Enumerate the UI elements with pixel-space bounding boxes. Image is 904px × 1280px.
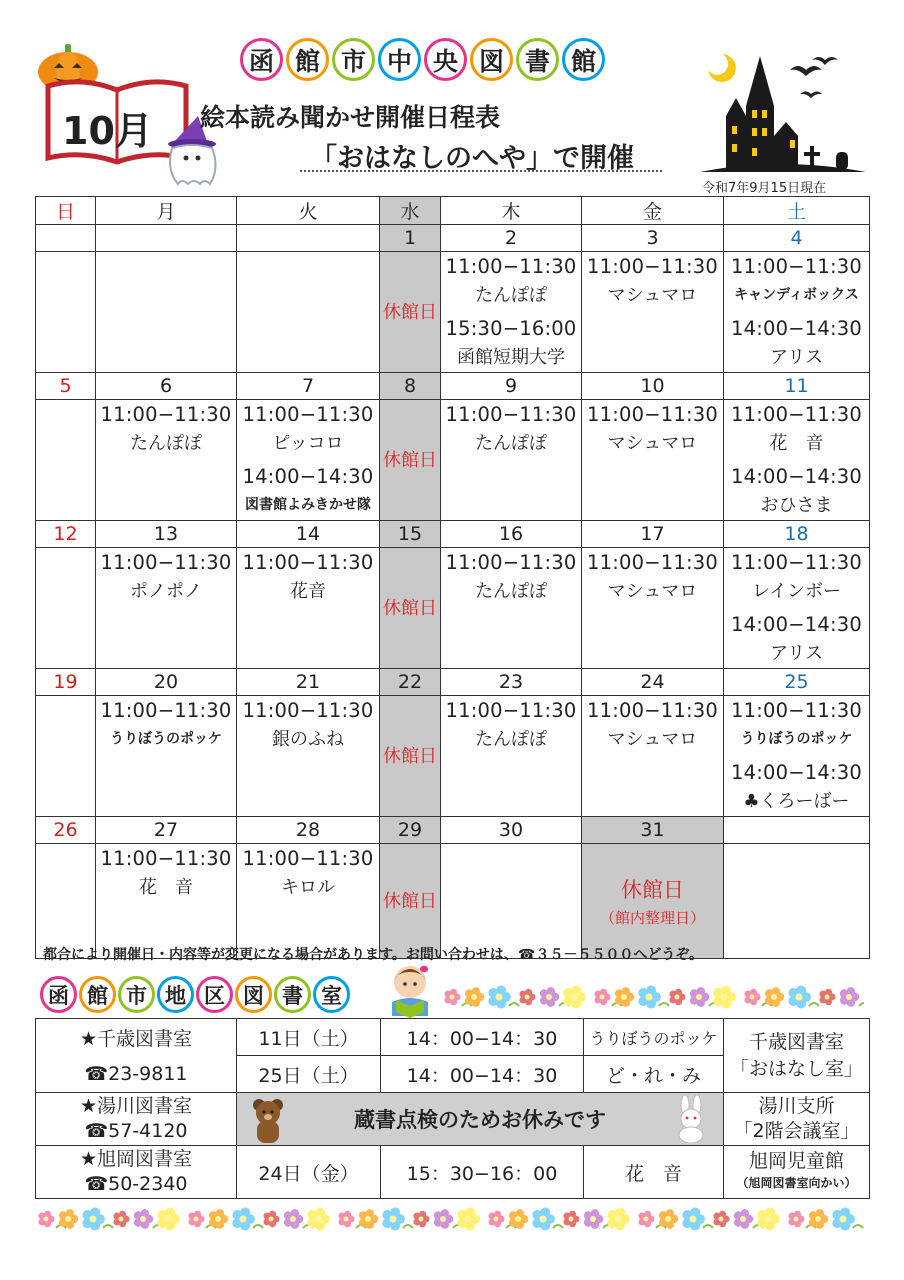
event-cell bbox=[380, 844, 441, 959]
flower-icon bbox=[382, 1207, 413, 1230]
table-row bbox=[36, 1093, 870, 1146]
event-time: 11:00−11:30 bbox=[587, 403, 718, 426]
event-cell bbox=[582, 400, 724, 521]
event-cell bbox=[36, 400, 96, 521]
event-cell bbox=[96, 696, 237, 817]
branch-title-char-4: 区 bbox=[196, 976, 233, 1013]
date-cell bbox=[724, 817, 870, 844]
events-row bbox=[36, 400, 870, 521]
event-cell bbox=[380, 400, 441, 521]
flower-icon bbox=[638, 985, 669, 1008]
flower-icon bbox=[669, 989, 685, 1006]
event-time: 11:00−11:30 bbox=[587, 551, 718, 574]
branch-title-char-1: 館 bbox=[79, 976, 116, 1013]
title-char-1: 館 bbox=[286, 38, 329, 81]
event-cell bbox=[237, 696, 380, 817]
event-cell bbox=[582, 696, 724, 817]
event-cell bbox=[36, 548, 96, 669]
date-cell: 23 bbox=[441, 669, 582, 696]
title-char-2: 市 bbox=[332, 38, 375, 81]
flower-icon bbox=[532, 1207, 563, 1230]
event-time: 11:00−11:30 bbox=[100, 403, 232, 426]
date-cell: 24 bbox=[582, 669, 724, 696]
event-cell bbox=[724, 252, 870, 373]
events-row bbox=[36, 844, 870, 959]
event-time: 11:00−11:30 bbox=[445, 403, 577, 426]
chitose-time-2: 14：00−14：30 bbox=[381, 1056, 584, 1093]
title-char-3: 中 bbox=[378, 38, 421, 81]
weekday-header bbox=[36, 197, 870, 225]
flower-icon bbox=[82, 1207, 113, 1230]
event-cell bbox=[96, 400, 237, 521]
event-group: うりぼうのポッケ bbox=[110, 731, 222, 747]
chitose-venue bbox=[724, 1019, 870, 1093]
date-cell: 11 bbox=[724, 373, 870, 400]
event-cell bbox=[237, 548, 380, 669]
event-group: キャンディボックス bbox=[734, 287, 859, 303]
flower-icon bbox=[563, 985, 585, 1008]
event-group: キロル bbox=[281, 877, 335, 898]
event-time: 11:00−11:30 bbox=[242, 699, 374, 722]
event-cell bbox=[441, 252, 582, 373]
yunokawa-name: ★湯川図書室 bbox=[79, 1095, 193, 1117]
event-time: 11:00−11:30 bbox=[445, 255, 577, 278]
date-cell: 6 bbox=[96, 373, 237, 400]
event-cell bbox=[36, 696, 96, 817]
flower-icon bbox=[359, 1209, 378, 1229]
event-group: 花 音 bbox=[769, 433, 824, 454]
event-group: マシュマロ bbox=[607, 285, 698, 306]
as-of-date: 令和7年9月15日現在 bbox=[702, 181, 827, 196]
event-group: 函館短期大学 bbox=[457, 347, 565, 368]
title-char-0: 函 bbox=[240, 38, 283, 81]
date-row bbox=[36, 817, 870, 844]
date-cell: 17 bbox=[582, 521, 724, 548]
date-row bbox=[36, 669, 870, 696]
date-cell: 12 bbox=[36, 521, 96, 548]
event-cell bbox=[582, 252, 724, 373]
date-cell: 13 bbox=[96, 521, 237, 548]
event-group: 図書館よみきかせ隊 bbox=[245, 497, 371, 513]
event-cell bbox=[724, 696, 870, 817]
event-group: おひさま bbox=[760, 495, 833, 516]
flower-border-top bbox=[444, 982, 864, 1012]
branch-title-char-5: 図 bbox=[235, 976, 272, 1013]
flower-icon bbox=[413, 1211, 429, 1228]
flower-icon bbox=[615, 987, 634, 1007]
title-char-6: 書 bbox=[516, 38, 559, 81]
flower-icon bbox=[113, 1211, 129, 1228]
event-time: 11:00−11:30 bbox=[731, 699, 862, 722]
flower-icon bbox=[765, 987, 784, 1007]
branch-schedule-table bbox=[35, 1018, 870, 1199]
flower-icon bbox=[607, 1207, 629, 1230]
date-cell: 28 bbox=[237, 817, 380, 844]
yunokawa-venue bbox=[724, 1093, 870, 1146]
event-time: 11:00−11:30 bbox=[242, 847, 374, 870]
event-time: 11:00−11:30 bbox=[100, 847, 232, 870]
flower-icon bbox=[307, 1207, 329, 1230]
event-cell bbox=[724, 548, 870, 669]
date-row bbox=[36, 225, 870, 252]
event-time: 14:00−14:30 bbox=[731, 613, 862, 636]
date-row bbox=[36, 373, 870, 400]
flower-icon bbox=[809, 1209, 828, 1229]
dotted-underline bbox=[300, 170, 662, 172]
event-group: たんぽぽ bbox=[475, 729, 547, 750]
chitose-time-1: 14：00−14：30 bbox=[381, 1019, 584, 1056]
reading-girl-icon bbox=[384, 962, 436, 1018]
date-cell: 4 bbox=[724, 225, 870, 252]
event-group: たんぽぽ bbox=[475, 285, 547, 306]
event-cell bbox=[380, 696, 441, 817]
title-char-7: 館 bbox=[562, 38, 605, 81]
event-cell bbox=[237, 252, 380, 373]
flower-icon bbox=[457, 1207, 479, 1230]
event-cell bbox=[36, 252, 96, 373]
flower-icon bbox=[563, 1211, 579, 1228]
title-char-5: 図 bbox=[470, 38, 513, 81]
date-cell: 16 bbox=[441, 521, 582, 548]
closed-label: 休館日 bbox=[383, 597, 437, 619]
event-time: 11:00−11:30 bbox=[731, 403, 862, 426]
special-closed-label: 休館日 bbox=[621, 878, 684, 902]
event-group: アリス bbox=[770, 347, 823, 368]
event-cell bbox=[582, 844, 724, 959]
event-group: ♣くろーばー bbox=[743, 791, 850, 812]
date-cell: 27 bbox=[96, 817, 237, 844]
branch-title-char-7: 室 bbox=[313, 976, 350, 1013]
date-cell: 26 bbox=[36, 817, 96, 844]
event-time: 11:00−11:30 bbox=[445, 699, 577, 722]
date-cell: 3 bbox=[582, 225, 724, 252]
flower-icon bbox=[682, 1207, 713, 1230]
asahioka-date: 24日（金） bbox=[237, 1146, 381, 1199]
flower-icon bbox=[263, 1211, 279, 1228]
date-cell: 22 bbox=[380, 669, 441, 696]
event-time: 14:00−14:30 bbox=[242, 465, 374, 488]
event-group: 花音 bbox=[290, 581, 326, 602]
month-label: 10月 bbox=[62, 109, 153, 153]
flower-icon bbox=[713, 985, 735, 1008]
event-cell bbox=[441, 696, 582, 817]
haunted-house-icon bbox=[690, 48, 870, 176]
event-time: 11:00−11:30 bbox=[100, 699, 232, 722]
date-cell: 21 bbox=[237, 669, 380, 696]
notice-text: 都合により開催日・内容等が変更になる場合があります。お問い合わせは、☎３５－５５００へどうぞ。 bbox=[43, 947, 704, 963]
flower-icon bbox=[840, 987, 864, 1007]
date-cell: 14 bbox=[237, 521, 380, 548]
event-group: うりぼうのポッケ bbox=[740, 731, 853, 747]
event-time: 11:00−11:30 bbox=[587, 255, 718, 278]
weekday-1: 月 bbox=[96, 197, 237, 225]
event-time: 14:00−14:30 bbox=[731, 465, 862, 488]
flower-icon bbox=[788, 985, 819, 1008]
date-cell: 2 bbox=[441, 225, 582, 252]
chitose-venue-name: 千歳図書室 bbox=[748, 1030, 844, 1053]
event-group: マシュマロ bbox=[607, 433, 698, 454]
events-row bbox=[36, 548, 870, 669]
event-cell bbox=[724, 844, 870, 959]
weekday-2: 火 bbox=[237, 197, 380, 225]
branch-title bbox=[40, 976, 350, 1013]
branch-title-char-2: 市 bbox=[118, 976, 155, 1013]
flower-icon bbox=[488, 985, 519, 1008]
event-cell bbox=[380, 252, 441, 373]
chitose-date-1: 11日（土） bbox=[237, 1019, 381, 1056]
yunokawa-info bbox=[36, 1093, 237, 1146]
yunokawa-closed bbox=[237, 1093, 724, 1146]
yunokawa-tel: ☎57-4120 bbox=[84, 1120, 188, 1142]
asahioka-venue bbox=[724, 1146, 870, 1199]
flower-icon bbox=[209, 1209, 228, 1229]
flower-icon bbox=[832, 1207, 863, 1230]
date-cell: 7 bbox=[237, 373, 380, 400]
asahioka-info bbox=[36, 1146, 237, 1199]
date-cell bbox=[96, 225, 237, 252]
date-cell: 1 bbox=[380, 225, 441, 252]
weekday-3: 水 bbox=[380, 197, 441, 225]
chitose-group-2: ど・れ・み bbox=[584, 1056, 724, 1093]
flower-icon bbox=[659, 1209, 678, 1229]
event-time: 11:00−11:30 bbox=[587, 699, 718, 722]
date-cell: 31 bbox=[582, 817, 724, 844]
flower-icon bbox=[465, 987, 484, 1007]
date-cell: 20 bbox=[96, 669, 237, 696]
date-cell: 5 bbox=[36, 373, 96, 400]
asahioka-venue-name: 旭岡児童館 bbox=[748, 1150, 844, 1172]
date-cell bbox=[36, 225, 96, 252]
closed-label: 休館日 bbox=[383, 890, 437, 912]
event-cell bbox=[237, 844, 380, 959]
schedule-title: 絵本読み聞かせ開催日程表 bbox=[200, 103, 501, 132]
asahioka-time: 15：30−16：00 bbox=[381, 1146, 584, 1199]
weekday-0: 日 bbox=[36, 197, 96, 225]
event-cell bbox=[441, 844, 582, 959]
date-cell: 29 bbox=[380, 817, 441, 844]
yunokawa-message: 蔵書点検のためお休みです bbox=[354, 1108, 606, 1132]
chitose-group-1: うりぼうのポッケ bbox=[584, 1019, 724, 1056]
event-cell bbox=[380, 548, 441, 669]
event-time: 11:00−11:30 bbox=[731, 551, 862, 574]
event-cell bbox=[36, 844, 96, 959]
date-cell: 25 bbox=[724, 669, 870, 696]
event-cell bbox=[96, 252, 237, 373]
flower-border-bottom bbox=[38, 1204, 864, 1234]
asahioka-venue-note: （旭岡図書室向かい） bbox=[736, 1176, 857, 1190]
event-group: マシュマロ bbox=[607, 729, 698, 750]
event-time: 14:00−14:30 bbox=[731, 761, 862, 784]
event-time: 11:00−11:30 bbox=[242, 551, 374, 574]
weekday-5: 金 bbox=[582, 197, 724, 225]
event-group: 銀のふね bbox=[272, 729, 344, 750]
event-cell bbox=[96, 548, 237, 669]
event-time: 11:00−11:30 bbox=[242, 403, 374, 426]
table-row bbox=[36, 1146, 870, 1199]
asahioka-tel: ☎50-2340 bbox=[84, 1173, 188, 1195]
date-cell: 8 bbox=[380, 373, 441, 400]
weekday-4: 木 bbox=[441, 197, 582, 225]
closed-label: 休館日 bbox=[383, 449, 437, 471]
event-group: 花 音 bbox=[139, 877, 193, 898]
date-cell: 9 bbox=[441, 373, 582, 400]
events-row bbox=[36, 696, 870, 817]
chitose-date-2: 25日（土） bbox=[237, 1056, 381, 1093]
event-group: ポノポノ bbox=[130, 581, 202, 602]
event-cell bbox=[582, 548, 724, 669]
event-group: ピッコロ bbox=[272, 433, 344, 454]
rabbit-icon bbox=[673, 1095, 709, 1143]
event-time: 11:00−11:30 bbox=[100, 551, 232, 574]
event-cell bbox=[441, 400, 582, 521]
date-cell: 19 bbox=[36, 669, 96, 696]
date-cell: 10 bbox=[582, 373, 724, 400]
event-group: たんぽぽ bbox=[130, 433, 202, 454]
event-time: 14:00−14:30 bbox=[731, 317, 862, 340]
event-group: マシュマロ bbox=[607, 581, 698, 602]
flower-icon bbox=[59, 1209, 78, 1229]
table-row bbox=[36, 1019, 870, 1056]
date-cell bbox=[237, 225, 380, 252]
asahioka-name: ★旭岡図書室 bbox=[79, 1148, 193, 1170]
event-group: たんぽぽ bbox=[475, 433, 547, 454]
bear-icon bbox=[251, 1097, 285, 1143]
branch-title-char-0: 函 bbox=[40, 976, 77, 1013]
event-group: たんぽぽ bbox=[475, 581, 547, 602]
weekday-6: 土 bbox=[724, 197, 870, 225]
library-title bbox=[240, 38, 605, 81]
flower-icon bbox=[509, 1209, 528, 1229]
closed-label: 休館日 bbox=[383, 745, 437, 767]
chitose-name: ★千歳図書室 bbox=[36, 1019, 237, 1056]
date-cell: 30 bbox=[441, 817, 582, 844]
branch-title-char-6: 書 bbox=[274, 976, 311, 1013]
flower-icon bbox=[819, 989, 835, 1006]
event-time: 15:30−16:00 bbox=[445, 317, 577, 340]
flower-icon bbox=[713, 1211, 729, 1228]
venue-subtitle: 「おはなしのへや」で開催 bbox=[310, 143, 634, 174]
event-cell bbox=[96, 844, 237, 959]
date-cell: 15 bbox=[380, 521, 441, 548]
event-time: 11:00−11:30 bbox=[731, 255, 862, 278]
flower-icon bbox=[232, 1207, 263, 1230]
flower-icon bbox=[519, 989, 535, 1006]
date-cell: 18 bbox=[724, 521, 870, 548]
event-cell bbox=[237, 400, 380, 521]
closed-label: 休館日 bbox=[383, 301, 437, 323]
flower-icon bbox=[157, 1207, 179, 1230]
event-cell bbox=[724, 400, 870, 521]
event-group: アリス bbox=[770, 643, 823, 664]
asahioka-group: 花 音 bbox=[584, 1146, 724, 1199]
event-calendar bbox=[35, 196, 870, 959]
event-group: レインボー bbox=[751, 581, 842, 602]
title-char-4: 央 bbox=[424, 38, 467, 81]
event-cell bbox=[441, 548, 582, 669]
yunokawa-venue-room: 「2階会議室」 bbox=[733, 1120, 860, 1142]
special-closed-note: （館内整理日） bbox=[599, 909, 705, 927]
chitose-tel: ☎23-9811 bbox=[36, 1056, 237, 1093]
chitose-venue-room: 「おはなし室」 bbox=[729, 1057, 863, 1080]
date-row bbox=[36, 521, 870, 548]
yunokawa-venue-name: 湯川支所 bbox=[758, 1095, 835, 1117]
branch-title-char-3: 地 bbox=[157, 976, 194, 1013]
events-row bbox=[36, 252, 870, 373]
event-time: 11:00−11:30 bbox=[445, 551, 577, 574]
flower-icon bbox=[757, 1207, 779, 1230]
